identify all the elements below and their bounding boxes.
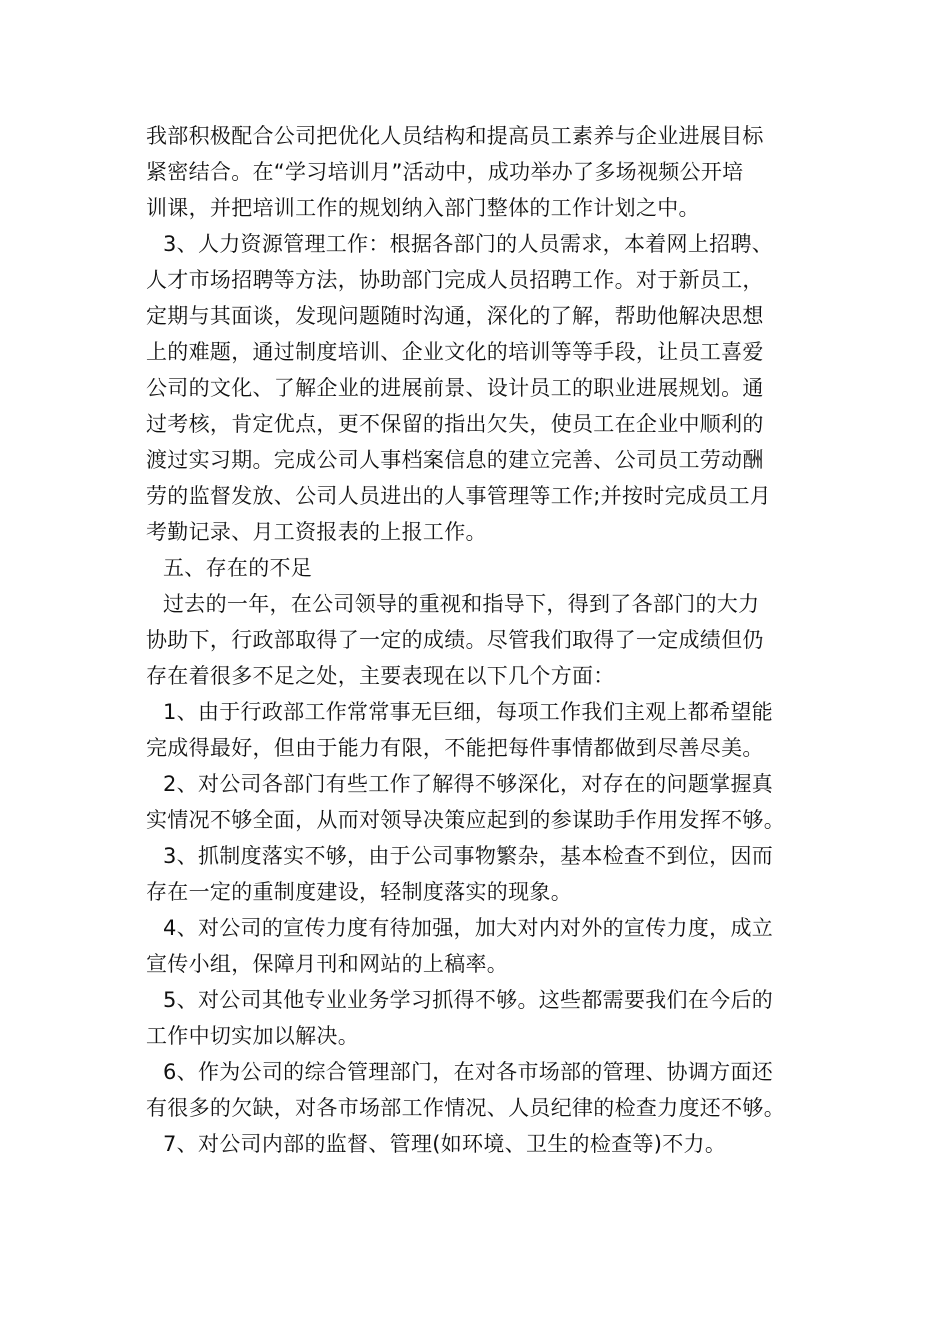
text-line: 上的难题，通过制度培训、企业文化的培训等等手段，让员工喜爱 bbox=[146, 340, 764, 364]
text-line: 存在着很多不足之处，主要表现在以下几个方面： bbox=[146, 664, 615, 688]
text-line: 考勤记录、月工资报表的上报工作。 bbox=[146, 520, 487, 544]
text-line: 4、对公司的宣传力度有待加强，加大对内对外的宣传力度，成立 bbox=[163, 916, 774, 940]
text-line: 定期与其面谈，发现问题随时沟通，深化的了解，帮助他解决思想 bbox=[146, 304, 764, 328]
text-line: 训课，并把培训工作的规划纳入部门整体的工作计划之中。 bbox=[146, 196, 700, 220]
text-line: 宣传小组，保障月刊和网站的上稿率。 bbox=[146, 952, 509, 976]
text-line: 7、对公司内部的监督、管理(如环境、卫生的检查等)不力。 bbox=[163, 1132, 727, 1156]
text-line: 过考核，肯定优点，更不保留的指出欠失，使员工在企业中顺利的 bbox=[146, 412, 764, 436]
text-line: 人才市场招聘等方法，协助部门完成人员招聘工作。对于新员工， bbox=[146, 268, 764, 292]
text-line: 劳的监督发放、公司人员进出的人事管理等工作;并按时完成员工月 bbox=[146, 484, 772, 508]
text-line: 有很多的欠缺，对各市场部工作情况、人员纪律的检查力度还不够。 bbox=[146, 1096, 785, 1120]
text-line: 我部积极配合公司把优化人员结构和提高员工素养与企业进展目标 bbox=[146, 124, 764, 148]
text-line: 工作中切实加以解决。 bbox=[146, 1024, 359, 1048]
text-line: 实情况不够全面，从而对领导决策应起到的参谋助手作用发挥不够。 bbox=[146, 808, 785, 832]
section-heading: 五、存在的不足 bbox=[163, 556, 313, 580]
text-line: 存在一定的重制度建设，轻制度落实的现象。 bbox=[146, 880, 572, 904]
text-line: 紧密结合。在“学习培训月”活动中，成功举办了多场视频公开培 bbox=[146, 160, 744, 184]
text-line: 公司的文化、了解企业的进展前景、设计员工的职业进展规划。通 bbox=[146, 376, 764, 400]
text-line: 1、由于行政部工作常常事无巨细，每项工作我们主观上都希望能 bbox=[163, 700, 774, 724]
text-line: 3、人力资源管理工作：根据各部门的人员需求，本着网上招聘、 bbox=[163, 232, 774, 256]
text-line: 过去的一年，在公司领导的重视和指导下，得到了各部门的大力 bbox=[163, 592, 760, 616]
text-line: 5、对公司其他专业业务学习抓得不够。这些都需要我们在今后的 bbox=[163, 988, 774, 1012]
text-line: 渡过实习期。完成公司人事档案信息的建立完善、公司员工劳动酬 bbox=[146, 448, 764, 472]
text-line: 3、抓制度落实不够，由于公司事物繁杂，基本检查不到位，因而 bbox=[163, 844, 774, 868]
text-line: 协助下，行政部取得了一定的成绩。尽管我们取得了一定成绩但仍 bbox=[146, 628, 764, 652]
text-line: 2、对公司各部门有些工作了解得不够深化，对存在的问题掌握真 bbox=[163, 772, 774, 796]
text-line: 完成得最好，但由于能力有限，不能把每件事情都做到尽善尽美。 bbox=[146, 736, 764, 760]
text-line: 6、作为公司的综合管理部门，在对各市场部的管理、协调方面还 bbox=[163, 1060, 774, 1084]
